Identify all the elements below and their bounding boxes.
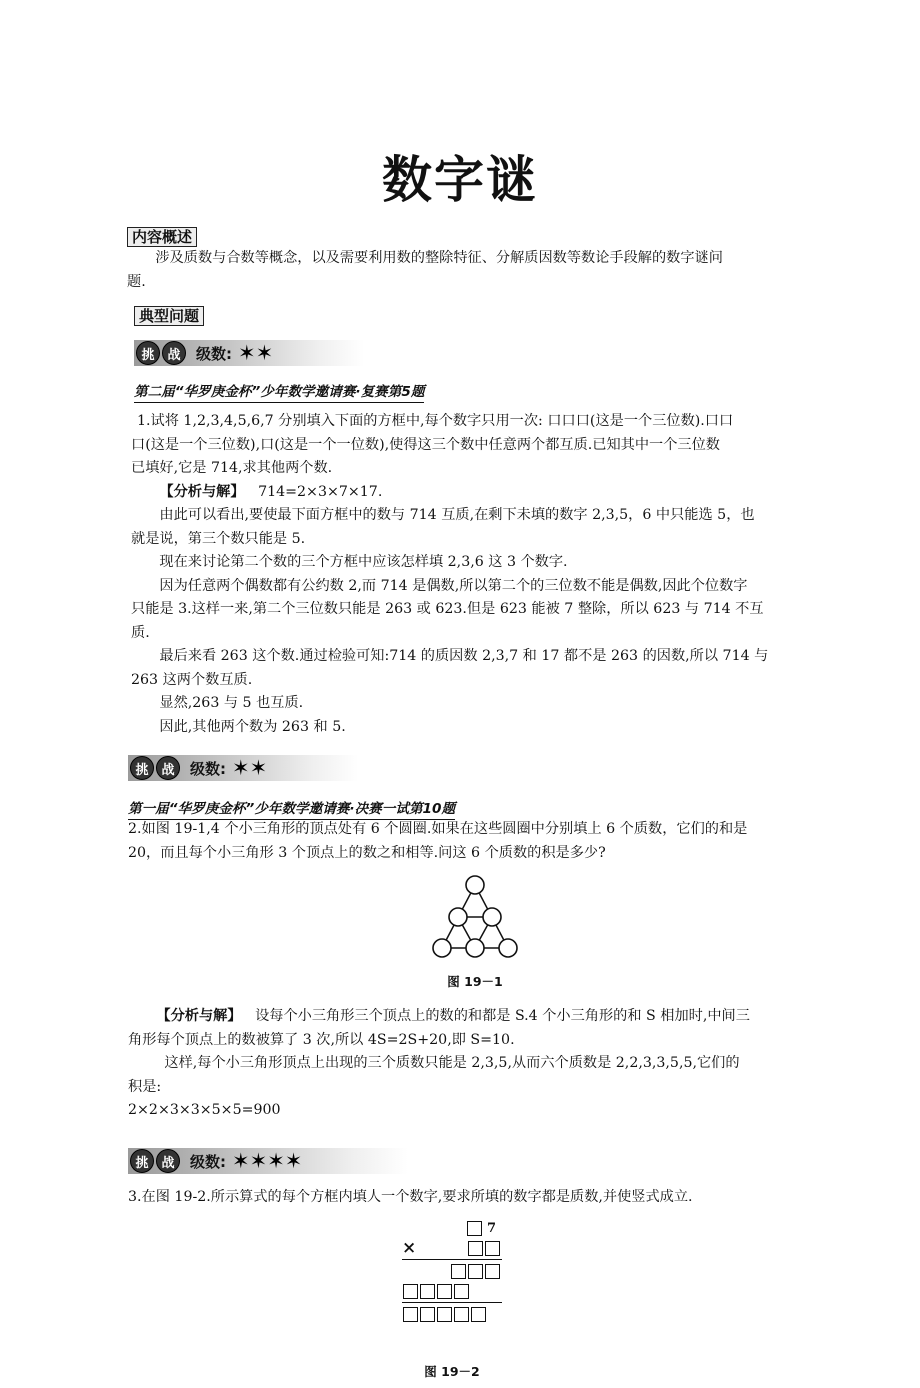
challenge-badge: 挑 (130, 756, 154, 780)
digit-box (454, 1307, 469, 1322)
analysis-label: 【分析与解】 (159, 483, 245, 500)
solution-line: 就是说，第三个数只能是 5. (131, 530, 306, 547)
overview-text (127, 247, 807, 294)
solution-line: 由此可以看出,要使最下面方框中的数与 714 互质,在剩下未填的数字 2,3,5，6 中只能选 5，也 (159, 507, 755, 523)
solution-line: 积是: (128, 1078, 162, 1095)
multiplication-figure (402, 1218, 502, 1324)
figure-circle (449, 908, 467, 926)
star-icon: ✶✶✶✶ (232, 1148, 303, 1173)
problem-line: 已填好,它是 714,求其他两个数. (131, 460, 333, 476)
figure-circle (483, 908, 501, 926)
competition-source-1: 第二届“华罗庚金杯”少年数学邀请赛·复赛第5题 (134, 380, 424, 403)
figure-caption-2: 图 19－2 (424, 1364, 480, 1379)
level-bar-2 (128, 755, 358, 781)
solution-line: 现在来讨论第二个数的三个方框中应该怎样填 2,3,6 这 3 个数字. (159, 554, 568, 570)
solution-line: 因此,其他两个数为 263 和 5. (159, 718, 346, 735)
figure-circle (499, 939, 517, 957)
solution-line: 显然,263 与 5 也互质. (159, 695, 304, 711)
overview-label: 内容概述 (127, 227, 197, 247)
challenge-badge: 战 (156, 1149, 180, 1173)
problem-line: 3.在图 19-2.所示算式的每个方框内填人一个数字,要求所填的数字都是质数,并使竖式成立. (128, 1189, 693, 1205)
digit-box (471, 1307, 486, 1322)
page-title: 数字谜 (382, 151, 538, 209)
problem-3 (128, 1186, 808, 1210)
solution-line: 最后来看 263 这个数.通过检验可知:714 的质因数 2,3,7 和 17 都不是 263 的因数,所以 714 与 (159, 648, 769, 664)
level-bar-1 (134, 340, 364, 366)
figure-circle (466, 939, 484, 957)
level-label: 级数: (190, 1152, 226, 1171)
challenge-badge: 战 (156, 756, 180, 780)
digit-box (437, 1284, 452, 1299)
digit-box (454, 1284, 469, 1299)
problem-line: 20，而且每个小三角形 3 个顶点上的数之和相等.问这 6 个质数的积是多少? (128, 844, 606, 861)
challenge-badge: 战 (162, 341, 186, 365)
analysis-text: 设每个小三角形三个顶点上的数的和都是 S.4 个小三角形的和 S 相加时,中间三 (255, 1008, 750, 1024)
competition-source-2: 第一届“华罗庚金杯”少年数学邀请赛·决赛一试第10题 (128, 797, 455, 820)
challenge-badge: 挑 (136, 341, 160, 365)
problem-line: 口(这是一个三位数),口(这是一个一位数),使得这三个数中任意两个都互质.已知其中一个三位数 (131, 436, 720, 453)
level-bar-3 (128, 1148, 408, 1174)
typical-label: 典型问题 (134, 306, 204, 326)
problem-2 (128, 818, 808, 865)
digit-box (403, 1284, 418, 1299)
digit-box (485, 1241, 500, 1256)
digit-box (485, 1264, 500, 1279)
digit-box (468, 1264, 483, 1279)
problem-line: 2.如图 19-1,4 个小三角形的顶点处有 6 个圆圈.如果在这些圆圈中分别填上 6 个质数，它们的和是 (128, 821, 748, 837)
digit-box (420, 1284, 435, 1299)
digit-box (468, 1241, 483, 1256)
digit-box (420, 1307, 435, 1322)
solution-line: 角形每个顶点上的数被算了 3 次,所以 4S=2S+20,即 S=10. (128, 1031, 515, 1048)
figure-caption-1: 图 19－1 (447, 974, 503, 989)
analysis-text: 714=2×3×7×17. (258, 483, 383, 500)
digit-box (403, 1307, 418, 1322)
given-digit: 7 (486, 1220, 497, 1236)
level-label: 级数: (190, 759, 226, 778)
times-sign: × (402, 1238, 417, 1258)
analysis-label: 【分析与解】 (156, 1008, 242, 1024)
level-label: 级数: (196, 344, 232, 363)
figure-circle (466, 876, 484, 894)
solution-line: 因为任意两个偶数都有公约数 2,而 714 是偶数,所以第二个的三位数不能是偶数,因此个位数字 (159, 577, 748, 594)
triangle-circle-figure (420, 872, 530, 964)
solution-line: 263 这两个数互质. (131, 671, 253, 688)
challenge-badge: 挑 (130, 1149, 154, 1173)
divider-line (402, 1302, 502, 1303)
overview-line-2: 题. (127, 273, 146, 290)
overview-line-1: 涉及质数与合数等概念，以及需要利用数的整除特征、分解质因数等数论手段解的数字谜问 (155, 250, 723, 266)
solution-line: 只能是 3.这样一来,第二个三位数只能是 263 或 623.但是 623 能被 7 整除，所以 623 与 714 不互 (131, 601, 764, 617)
solution-line: 这样,每个小三角形顶点上出现的三个质数只能是 2,3,5,从而六个质数是 2,2,3,3,5,5,它们的 (164, 1055, 740, 1071)
star-icon: ✶✶ (232, 755, 268, 780)
solution-line: 2×2×3×3×5×5=900 (128, 1102, 281, 1118)
digit-box (467, 1221, 482, 1236)
overview-section (127, 227, 197, 247)
digit-box (451, 1264, 466, 1279)
divider-line (402, 1259, 502, 1260)
digit-box (437, 1307, 452, 1322)
solution-line: 质. (131, 624, 150, 641)
star-icon: ✶✶ (238, 340, 274, 365)
figure-circle (433, 939, 451, 957)
problem-2-solution (128, 1005, 808, 1123)
typical-section (134, 306, 204, 326)
problem-1 (131, 410, 811, 739)
problem-line: 1.试将 1,2,3,4,5,6,7 分别填入下面的方框中,每个数字只用一次: 口口口(这是一个三位数).口口 (137, 413, 734, 429)
